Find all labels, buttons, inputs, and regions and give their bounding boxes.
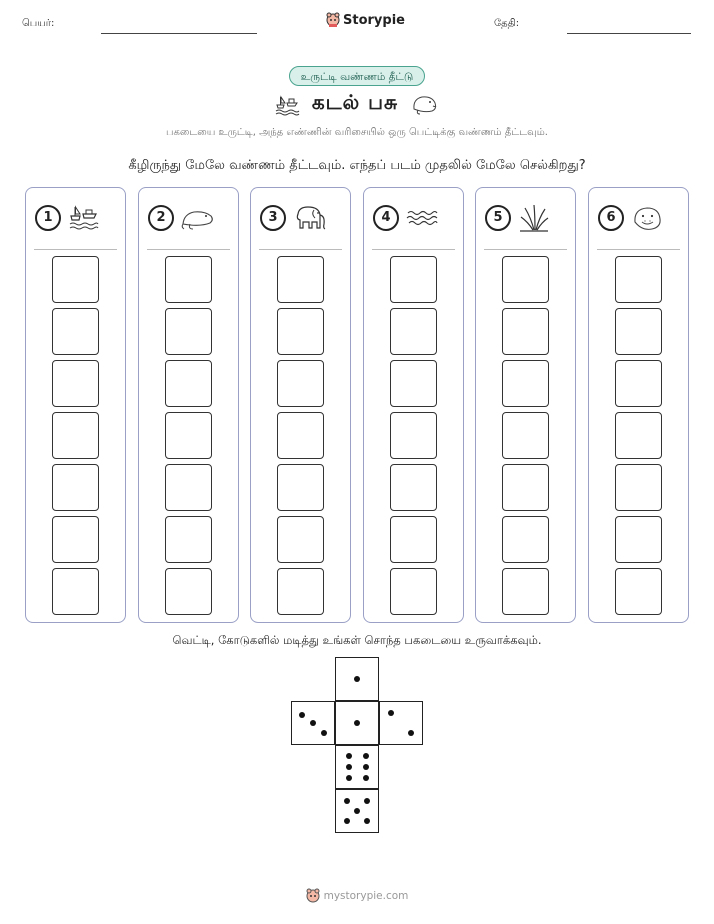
dice-face-1 (335, 657, 379, 701)
coloring-box[interactable] (165, 308, 212, 355)
footer-url[interactable]: mystorypie.com (323, 890, 409, 902)
coloring-box[interactable] (502, 516, 549, 563)
column-header (373, 202, 441, 234)
coloring-box[interactable] (52, 516, 99, 563)
coloring-box[interactable] (390, 308, 437, 355)
dice-pip (388, 710, 394, 716)
name-label: பெயர்: (22, 18, 55, 29)
dice-face-6 (335, 745, 379, 789)
coloring-box[interactable] (52, 256, 99, 303)
dice-pip (321, 730, 327, 736)
coloring-box[interactable] (277, 464, 324, 511)
column-divider (259, 249, 342, 250)
column-header (598, 202, 666, 234)
coloring-box[interactable] (165, 568, 212, 615)
column-divider (484, 249, 567, 250)
coloring-box[interactable] (165, 360, 212, 407)
dice-face-3 (291, 701, 335, 745)
coloring-box[interactable] (390, 568, 437, 615)
date-label: தேதி: (494, 18, 520, 29)
dice-column-1 (25, 187, 126, 623)
dice-pip (363, 775, 369, 781)
coloring-box[interactable] (390, 256, 437, 303)
coloring-box[interactable] (52, 568, 99, 615)
coloring-box[interactable] (502, 464, 549, 511)
dice-column-4 (363, 187, 464, 623)
elephant-icon (292, 202, 328, 234)
dice-pip (344, 798, 350, 804)
dice-column-3 (250, 187, 351, 623)
coloring-box[interactable] (615, 568, 662, 615)
storypie-mascot-icon (306, 888, 320, 904)
column-header (148, 202, 216, 234)
dice-column-5 (475, 187, 576, 623)
dice-face-5 (335, 789, 379, 833)
coloring-box[interactable] (165, 412, 212, 459)
coloring-box[interactable] (502, 568, 549, 615)
coloring-box[interactable] (502, 412, 549, 459)
coloring-box[interactable] (52, 308, 99, 355)
dice-pip (346, 753, 352, 759)
coloring-box[interactable] (390, 360, 437, 407)
storypie-mascot-icon (326, 12, 340, 28)
dice-pip (354, 808, 360, 814)
manatee-face-icon (630, 202, 666, 234)
dice-pip (346, 764, 352, 770)
column-divider (34, 249, 117, 250)
coloring-box[interactable] (165, 464, 212, 511)
dice-pip (354, 676, 360, 682)
dice-pip (310, 720, 316, 726)
coloring-box[interactable] (615, 412, 662, 459)
column-header (485, 202, 553, 234)
coloring-box[interactable] (165, 516, 212, 563)
coloring-box[interactable] (615, 256, 662, 303)
column-number: 4 (373, 205, 399, 231)
column-divider (597, 249, 680, 250)
brand-logo (326, 12, 405, 28)
dice-pip (346, 775, 352, 781)
footer (0, 888, 714, 904)
dice-pip (364, 798, 370, 804)
column-number: 1 (35, 205, 61, 231)
manatee-title-icon (410, 91, 440, 117)
coloring-box[interactable] (52, 464, 99, 511)
name-line (101, 33, 257, 34)
coloring-box[interactable] (502, 360, 549, 407)
column-number: 6 (598, 205, 624, 231)
column-header (35, 202, 103, 234)
dice-column-6 (588, 187, 689, 623)
page-title: கடல் பசு (311, 90, 399, 114)
column-number: 2 (148, 205, 174, 231)
column-number: 5 (485, 205, 511, 231)
column-divider (147, 249, 230, 250)
coloring-box[interactable] (615, 464, 662, 511)
brand-name: Storypie (343, 12, 405, 28)
dice-pip (408, 730, 414, 736)
dice-pip (344, 818, 350, 824)
coloring-box[interactable] (277, 256, 324, 303)
coloring-box[interactable] (52, 412, 99, 459)
water-icon (405, 202, 441, 234)
coloring-box[interactable] (502, 256, 549, 303)
coloring-box[interactable] (277, 308, 324, 355)
dice-instruction: வெட்டி, கோடுகளில் மடித்து உங்கள் சொந்த பகடையை உருவாக்கவும். (172, 633, 542, 647)
coloring-box[interactable] (277, 516, 324, 563)
dice-face-2 (379, 701, 423, 745)
coloring-box[interactable] (390, 412, 437, 459)
dice-pip (363, 753, 369, 759)
coloring-box[interactable] (502, 308, 549, 355)
activity-tag: உருட்டி வண்ணம் தீட்டு (289, 66, 425, 86)
coloring-box[interactable] (277, 412, 324, 459)
coloring-box[interactable] (52, 360, 99, 407)
coloring-box[interactable] (615, 308, 662, 355)
seagrass-icon (517, 202, 553, 234)
coloring-box[interactable] (165, 256, 212, 303)
title-row (0, 90, 714, 117)
dice-pip (299, 712, 305, 718)
dice-pip (364, 818, 370, 824)
column-divider (372, 249, 455, 250)
boats-icon (67, 202, 103, 234)
instruction-text: பகடையை உருட்டி, அந்த எண்ணின் வரிசையில் ஒரு பெட்டிக்கு வண்ணம் தீட்டவும். (166, 127, 548, 138)
coloring-box[interactable] (390, 516, 437, 563)
column-header (260, 202, 328, 234)
coloring-box[interactable] (277, 568, 324, 615)
boats-icon (274, 91, 300, 117)
date-line (567, 33, 691, 34)
coloring-box[interactable] (277, 360, 324, 407)
coloring-box[interactable] (615, 516, 662, 563)
coloring-box[interactable] (615, 360, 662, 407)
manatee-icon (180, 202, 216, 234)
dice-face-1 (335, 701, 379, 745)
dice-pip (354, 720, 360, 726)
dice-column-2 (138, 187, 239, 623)
question-text: கீழிருந்து மேலே வண்ணம் தீட்டவும். எந்தப் படம் முதலில் மேலே செல்கிறது? (128, 158, 586, 173)
coloring-box[interactable] (390, 464, 437, 511)
column-number: 3 (260, 205, 286, 231)
dice-pip (363, 764, 369, 770)
